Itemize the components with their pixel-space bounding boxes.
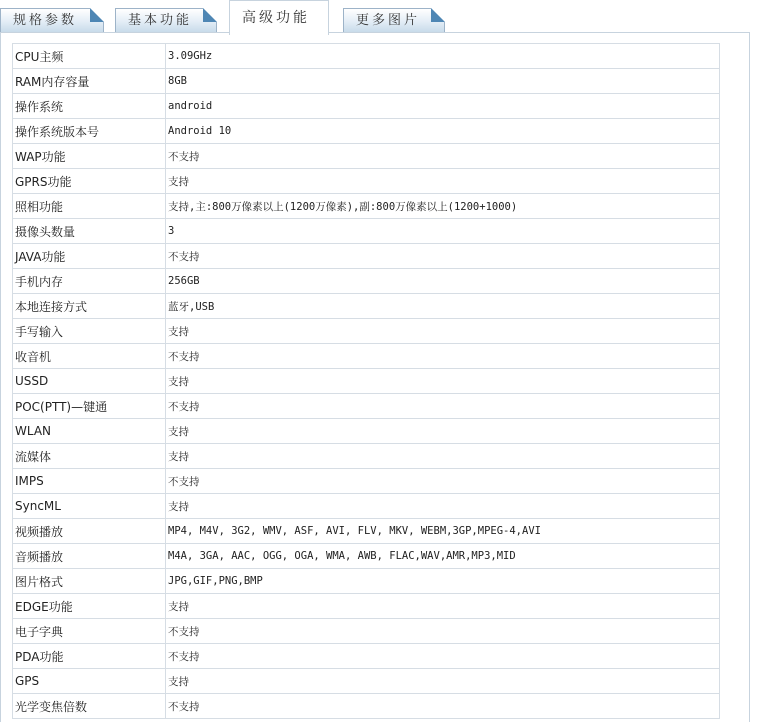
- table-row: [13, 569, 720, 594]
- table-row: [13, 44, 720, 69]
- table-row: [13, 619, 720, 644]
- table-row: [13, 469, 720, 494]
- table-row: [13, 544, 720, 569]
- spec-label: IMPS: [13, 469, 166, 494]
- spec-label: 操作系统版本号: [13, 119, 166, 144]
- spec-value: 支持: [166, 169, 720, 194]
- spec-value: 支持: [166, 419, 720, 444]
- table-row: [13, 369, 720, 394]
- spec-value: 3: [166, 219, 720, 244]
- tab-corner-icon: [431, 8, 445, 22]
- spec-value: 支持: [166, 669, 720, 694]
- spec-label: 摄像头数量: [13, 219, 166, 244]
- spec-label: EDGE功能: [13, 594, 166, 619]
- table-row: [13, 144, 720, 169]
- spec-value: 不支持: [166, 694, 720, 719]
- spec-table-body: [13, 44, 720, 719]
- spec-value: 256GB: [166, 269, 720, 294]
- table-row: [13, 94, 720, 119]
- spec-label: 手机内存: [13, 269, 166, 294]
- table-row: [13, 244, 720, 269]
- spec-value: M4A, 3GA, AAC, OGG, OGA, WMA, AWB, FLAC,WAV,AMR,MP3,MID: [166, 544, 720, 569]
- table-row: [13, 444, 720, 469]
- spec-label: PDA功能: [13, 644, 166, 669]
- spec-label: 操作系统: [13, 94, 166, 119]
- spec-label: 图片格式: [13, 569, 166, 594]
- spec-label: WLAN: [13, 419, 166, 444]
- tab-label: 基本功能: [128, 13, 193, 28]
- tab-basic-functions[interactable]: [115, 8, 217, 32]
- spec-value: 8GB: [166, 69, 720, 94]
- spec-label: 手写输入: [13, 319, 166, 344]
- spec-label: 光学变焦倍数: [13, 694, 166, 719]
- table-row: [13, 694, 720, 719]
- spec-label: 照相功能: [13, 194, 166, 219]
- spec-label: POC(PTT)—键通: [13, 394, 166, 419]
- table-row: [13, 169, 720, 194]
- spec-value: 不支持: [166, 619, 720, 644]
- spec-label: 流媒体: [13, 444, 166, 469]
- tab-label: 规格参数: [13, 13, 78, 28]
- tab-more-images[interactable]: [343, 8, 445, 32]
- spec-value: 不支持: [166, 394, 720, 419]
- spec-label: GPS: [13, 669, 166, 694]
- tab-label: 高级功能: [242, 10, 310, 26]
- table-row: [13, 269, 720, 294]
- table-row: [13, 344, 720, 369]
- spec-label: 视频播放: [13, 519, 166, 544]
- table-row: [13, 644, 720, 669]
- tab-corner-icon: [203, 8, 217, 22]
- spec-value: 支持: [166, 494, 720, 519]
- spec-value: Android 10: [166, 119, 720, 144]
- tab-corner-icon: [90, 8, 104, 22]
- table-row: [13, 294, 720, 319]
- spec-value: MP4, M4V, 3G2, WMV, ASF, AVI, FLV, MKV, WEBM,3GP,MPEG-4,AVI: [166, 519, 720, 544]
- table-row: [13, 519, 720, 544]
- spec-value: 不支持: [166, 344, 720, 369]
- spec-label: WAP功能: [13, 144, 166, 169]
- table-row: [13, 419, 720, 444]
- tab-label: 更多图片: [356, 13, 421, 28]
- table-row: [13, 194, 720, 219]
- spec-value: JPG,GIF,PNG,BMP: [166, 569, 720, 594]
- spec-label: 音频播放: [13, 544, 166, 569]
- spec-value: 不支持: [166, 644, 720, 669]
- table-row: [13, 69, 720, 94]
- spec-label: CPU主频: [13, 44, 166, 69]
- table-row: [13, 319, 720, 344]
- spec-label: USSD: [13, 369, 166, 394]
- table-row: [13, 394, 720, 419]
- spec-value: 不支持: [166, 469, 720, 494]
- tab-advanced-functions[interactable]: [229, 0, 329, 35]
- spec-value: 不支持: [166, 144, 720, 169]
- spec-label: 电子字典: [13, 619, 166, 644]
- table-row: [13, 669, 720, 694]
- spec-label: 本地连接方式: [13, 294, 166, 319]
- spec-value: 支持,主:800万像素以上(1200万像素),副:800万像素以上(1200+1000): [166, 194, 720, 219]
- spec-label: 收音机: [13, 344, 166, 369]
- tab-spec-params[interactable]: [0, 8, 104, 32]
- spec-label: JAVA功能: [13, 244, 166, 269]
- spec-value: 蓝牙,USB: [166, 294, 720, 319]
- table-row: [13, 219, 720, 244]
- table-row: [13, 119, 720, 144]
- spec-table: [12, 43, 720, 719]
- spec-value: 支持: [166, 594, 720, 619]
- table-row: [13, 494, 720, 519]
- spec-value: 支持: [166, 369, 720, 394]
- spec-label: RAM内存容量: [13, 69, 166, 94]
- spec-label: SyncML: [13, 494, 166, 519]
- spec-label: GPRS功能: [13, 169, 166, 194]
- tab-bar: [0, 0, 762, 34]
- spec-value: android: [166, 94, 720, 119]
- content-panel: [0, 32, 750, 722]
- spec-value: 支持: [166, 319, 720, 344]
- spec-value: 支持: [166, 444, 720, 469]
- spec-value: 3.09GHz: [166, 44, 720, 69]
- spec-value: 不支持: [166, 244, 720, 269]
- table-row: [13, 594, 720, 619]
